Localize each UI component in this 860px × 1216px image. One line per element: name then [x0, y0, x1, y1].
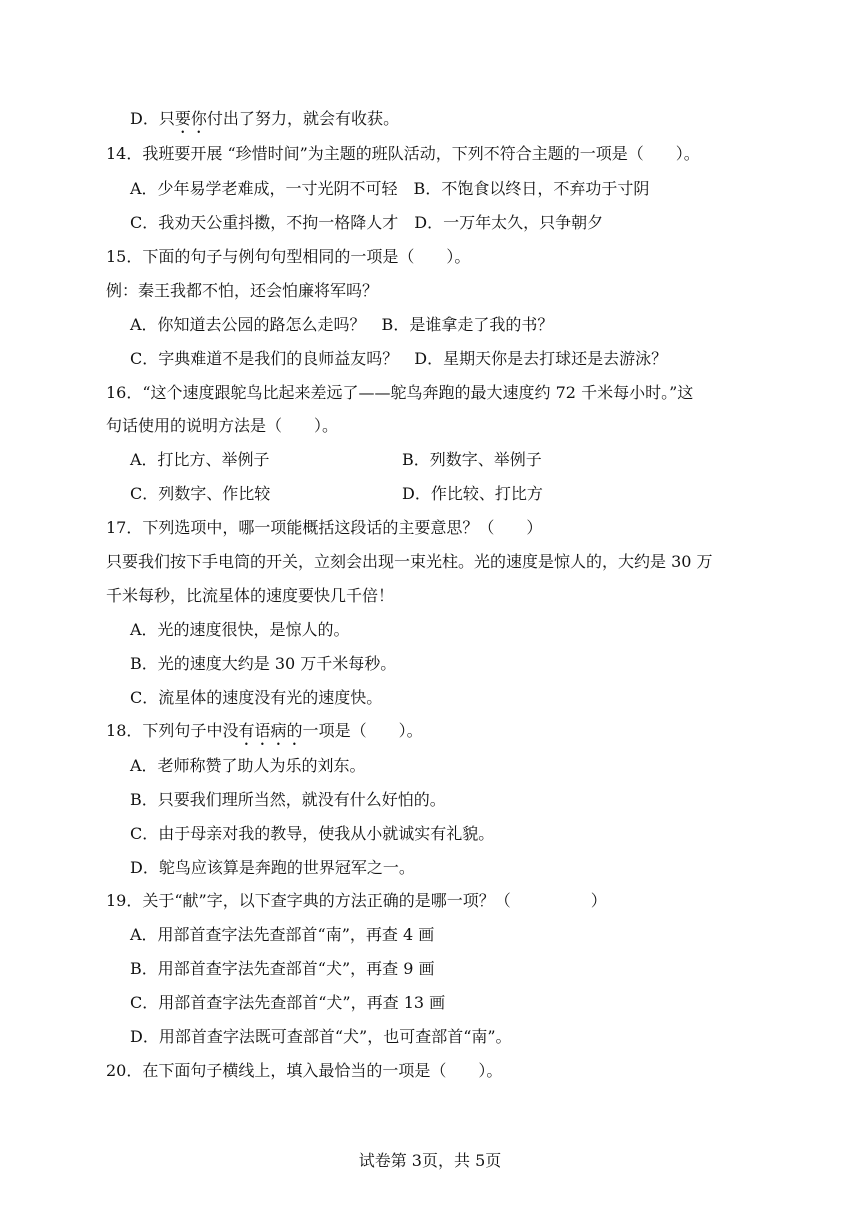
- q19-option-c: C．用部首查字法先查部首“犬”，再查 13 画: [130, 993, 446, 1012]
- emphasis-char: 要: [174, 109, 191, 128]
- question-16-cont: 句话使用的说明方法是（ ）。: [106, 416, 339, 435]
- q19-option-b: B．用部首查字法先查部首“犬”，再查 9 画: [130, 959, 435, 978]
- q16-option-b: B．列数字、举例子: [402, 450, 542, 469]
- q18-option-d: D．鸵鸟应该算是奔跑的世界冠军之一。: [130, 858, 415, 877]
- question-14: 14．我班要开展 “珍惜时间”为主题的班队活动，下列不符合主题的一项是（ ）。: [106, 144, 700, 163]
- question-20: 20．在下面句子横线上，填入最恰当的一项是（ ）。: [106, 1061, 503, 1080]
- q19-option-d: D．用部首查字法既可查部首“犬”，也可查部首“南”。: [130, 1027, 512, 1046]
- emphasis-char: 你: [190, 109, 207, 128]
- q14-options-cd: C．我劝天公重抖擞，不拘一格降人才 D．一万年太久，只争朝夕: [130, 213, 604, 232]
- question-18: 18．下列句子中没有语病的一项是（ ）。: [106, 721, 423, 740]
- emphasis-char: 病: [270, 721, 287, 740]
- q14-options-ab: A．少年易学老难成，一寸光阴不可轻 B．不饱食以终日，不弃功于寸阴: [130, 179, 650, 198]
- q17-option-c: C．流星体的速度没有光的速度快。: [130, 688, 383, 707]
- q17-option-a: A．光的速度很快，是惊人的。: [130, 620, 350, 639]
- q13-option-d: D．只要你付出了努力，就会有收获。: [130, 109, 400, 128]
- q17-passage-2: 千米每秒，比流星体的速度要快几千倍！: [106, 586, 395, 605]
- q17-option-b: B．光的速度大约是 30 万千米每秒。: [130, 654, 397, 673]
- q16-option-c: C．列数字、作比较: [130, 484, 271, 503]
- question-19: 19．关于“献”字，以下查字典的方法正确的是哪一项？（ ）: [106, 891, 607, 910]
- q18-option-a: A．老师称赞了助人为乐的刘东。: [130, 756, 366, 775]
- q18-option-c: C．由于母亲对我的教导，使我从小就诚实有礼貌。: [130, 824, 495, 843]
- q15-example: 例：秦王我都不怕，还会怕廉将军吗？: [106, 281, 379, 300]
- emphasis-char: ，: [286, 109, 303, 128]
- emphasis-char: 的: [286, 721, 303, 740]
- question-17: 17．下列选项中，哪一项能概括这段话的主要意思？（ ）: [106, 518, 543, 537]
- page-footer: 试卷第 3页，共 5页: [358, 1151, 502, 1170]
- question-15: 15．下面的句子与例句句型相同的一项是（ ）。: [106, 247, 471, 266]
- emphasis-char: 语: [254, 721, 271, 740]
- q18-option-b: B．只要我们理所当然，就没有什么好怕的。: [130, 790, 446, 809]
- q16-option-a: A．打比方、举例子: [130, 450, 270, 469]
- q17-passage-1: 只要我们按下手电筒的开关，立刻会出现一束光柱。光的速度是惊人的，大约是 30 万: [106, 552, 713, 571]
- q15-options-ab: A．你知道去公园的路怎么走吗？ B．是谁拿走了我的书？: [130, 315, 554, 334]
- question-16: 16．“这个速度跟鸵鸟比起来差远了——鸵鸟奔跑的最大速度约 72 千米每小时。”这: [106, 383, 694, 402]
- emphasis-char: 有: [238, 721, 255, 740]
- q16-option-d: D．作比较、打比方: [402, 484, 543, 503]
- q15-options-cd: C．字典难道不是我们的良师益友吗？ D．星期天你是去打球还是去游泳？: [130, 349, 668, 368]
- q19-option-a: A．用部首查字法先查部首“南”，再查 4 画: [130, 925, 435, 944]
